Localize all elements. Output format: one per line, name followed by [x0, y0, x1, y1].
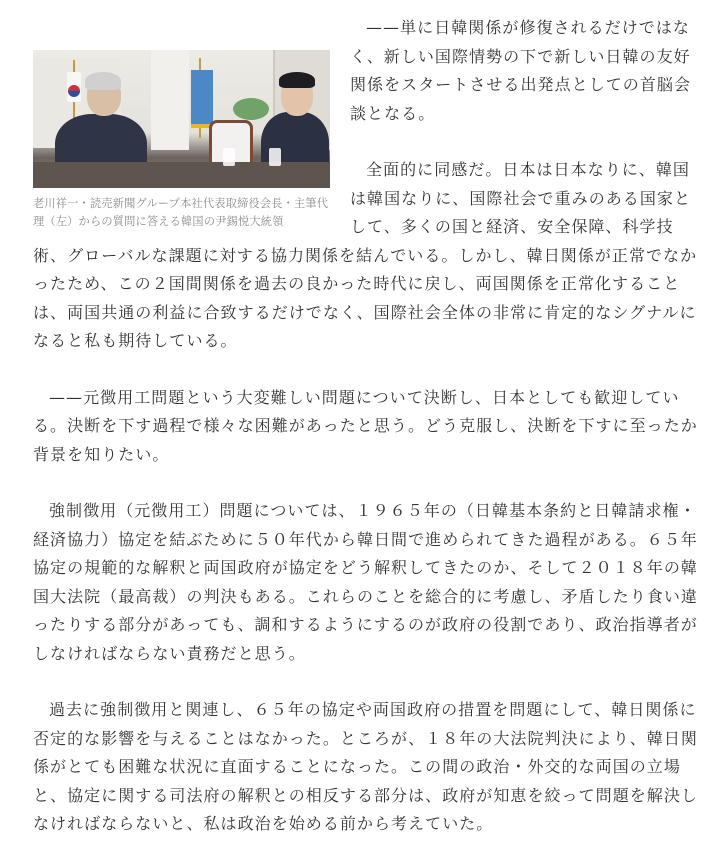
article-body: [33, 14, 705, 839]
article-figure: [33, 50, 330, 231]
interview-photo: [33, 50, 330, 188]
question-paragraph: ——単に日韓関係が修復されるだけではなく、新しい国際情勢の下で新しい日韓の友好関係をスタートさせる出発点としての首脳会談となる。: [350, 18, 692, 123]
presidential-flag: [191, 70, 213, 128]
answer-paragraph: 過去に強制徴用と関連し、６５年の協定や両国政府の措置を問題にして、韓日関係に否定的な影響を与えることはなかった。ところが、１８年の大法院判決により、韓日関係がとても困難な状況に直面することになった。この間の政治・外交的な両国の立場と、協定に関する司法府の解釈との相反する部分は、政府が知恵を絞って問題を解決しなければならないと、私は政治を始める前から考えていた。: [33, 700, 698, 833]
answer-paragraph: 全面的に同感だ。日本は日本なりに、韓国は韓国なりに、国際社会で重みのある国家として、多くの国と経済、安全保障、科学技術、グローバルな課題に対する協力関係を結んでいる。しかし、韓日関係が正常でなかったため、この２国間関係を過去の良かった時代に戻し、両国関係を正常化することは、両国共通の利益に合致するだけでなく、国際社会全体の非常に肯定的なシグナルになると私も期待している。: [33, 160, 698, 350]
answer-paragraph: 強制徴用（元徴用工）問題については、１９６５年の（日韓基本条約と日韓請求権・経済協力）協定を結ぶために５０年代から韓日間で進められてきた過程がある。６５年協定の規範的な解釈と両国政府が協定をどう解釈してきたのか、そして２０１８年の韓国大法院（最高裁）の判決もある。これらのことを総合的に考慮し、矛盾したり食い違ったりする部分があっても、調和するようにするのが政府の役割であり、政治指導者がしなければならない責務だと思う。: [33, 501, 698, 663]
photo-caption: 老川祥一・読売新聞グループ本社代表取締役会長・主筆代理（左）からの質問に答える韓国の尹錫悦大統領: [33, 197, 329, 228]
question-paragraph: ——元徴用工問題という大変難しい問題について決断し、日本としても歓迎している。決断を下す過程で様々な困難があったと思う。どう克服し、決断を下すに至ったか背景を知りたい。: [33, 387, 698, 464]
